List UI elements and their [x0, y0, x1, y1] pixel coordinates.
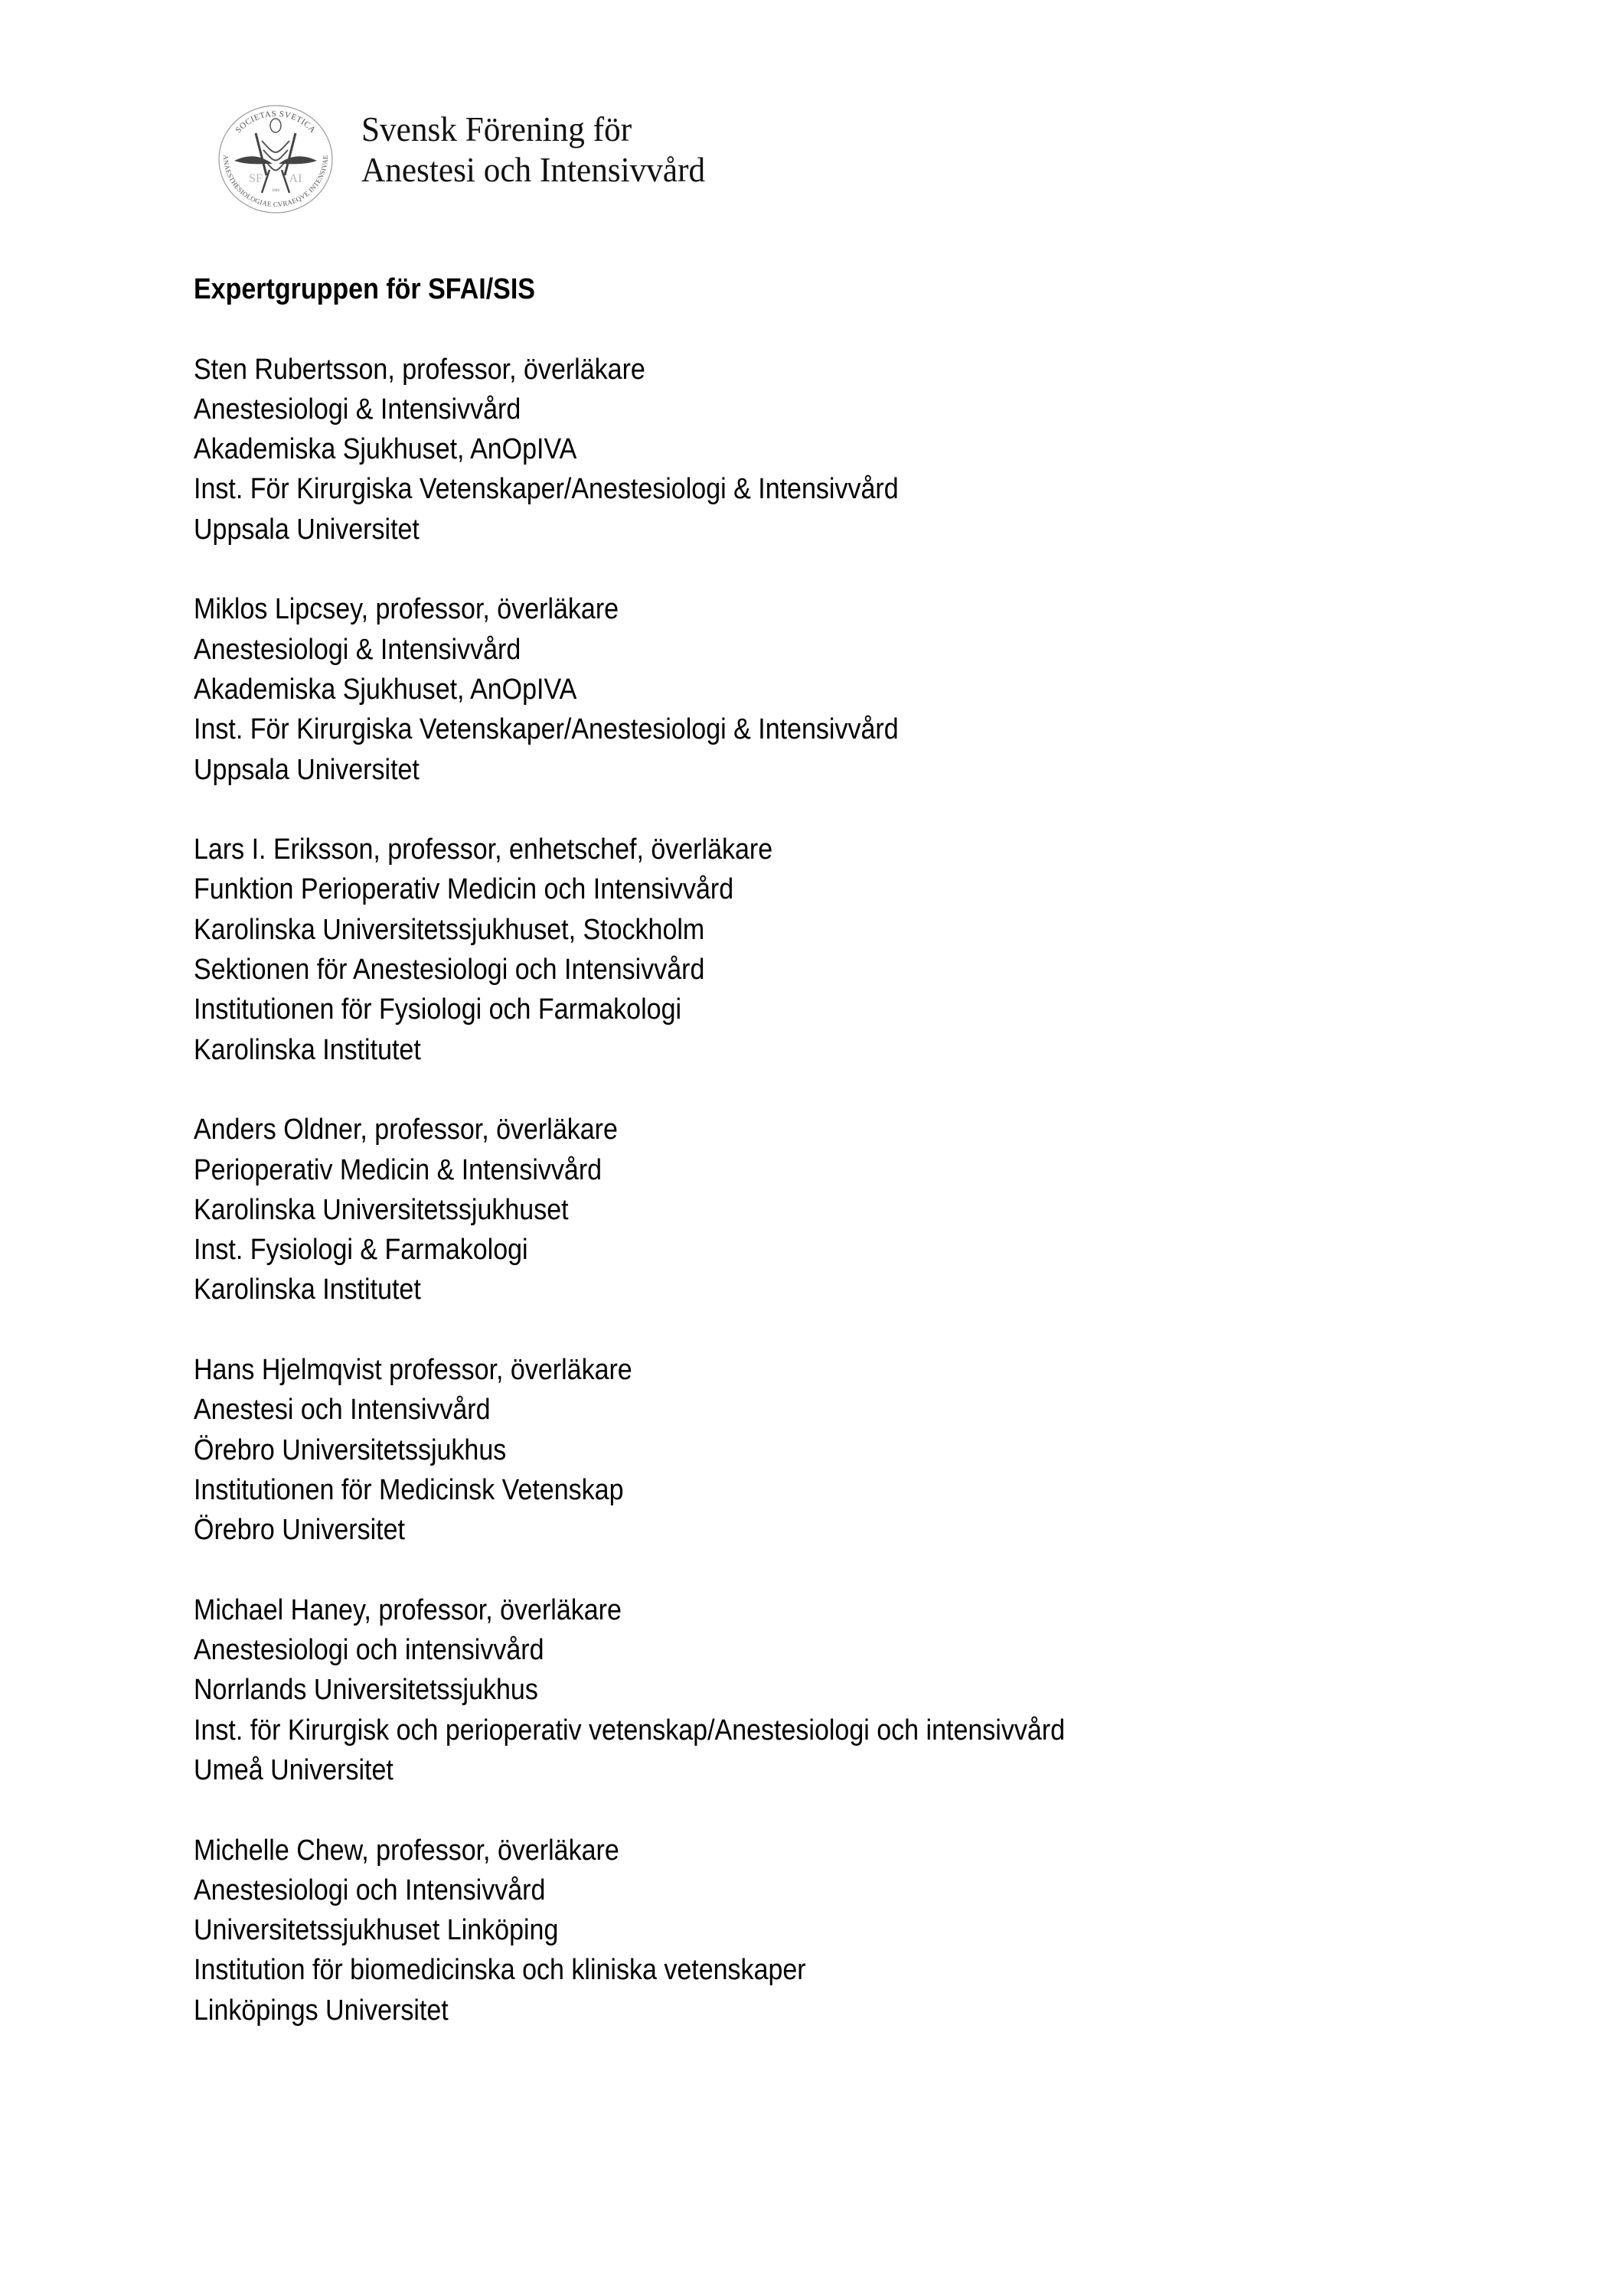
document-body [194, 269, 1495, 2030]
document-title: Expertgruppen för SFAI/SIS [194, 273, 535, 305]
member-hospital: Universitetssjukhuset Linköping [194, 1914, 559, 1947]
spacer [194, 1310, 1495, 1350]
member-block [194, 830, 1495, 1070]
letterhead [214, 98, 750, 220]
member-department: Anestesiologi och Intensivvård [194, 1874, 546, 1906]
seal-monogram-right: AI [289, 172, 302, 185]
member-name-title: Sten Rubertsson, professor, överläkare [194, 353, 645, 386]
member-institution: Inst. För Kirurgiska Vetenskaper/Anestesiologi & Intensivvård [194, 473, 899, 506]
member-hospital: Karolinska Universitetssjukhuset [194, 1193, 569, 1226]
member-block [194, 350, 1495, 550]
member-university: Umeå Universitet [194, 1753, 394, 1786]
member-section: Sektionen för Anestesiologi och Intensivvård [194, 954, 705, 987]
member-department: Funktion Perioperativ Medicin och Intensivvård [194, 873, 734, 906]
member-institution: Institutionen för Fysiologi och Farmakologi [194, 993, 682, 1026]
spacer [194, 550, 1495, 589]
member-name-title: Michelle Chew, professor, överläkare [194, 1834, 619, 1867]
member-university: Uppsala Universitet [194, 753, 420, 786]
member-department: Anestesi och Intensivvård [194, 1394, 491, 1427]
member-name-title: Michael Haney, professor, överläkare [194, 1593, 622, 1626]
sfai-seal-logo-icon [216, 103, 335, 216]
member-name-title: Anders Oldner, professor, överläkare [194, 1114, 618, 1146]
member-university: Karolinska Institutet [194, 1274, 421, 1306]
seal-monogram-left: SF [249, 172, 263, 185]
seal-bottom-text: ANAESTHESIOLOGIAE CVRAEQVE INTENSIVAE [221, 155, 330, 208]
member-university: Karolinska Institutet [194, 1033, 421, 1066]
member-name-title: Miklos Lipcsey, professor, överläkare [194, 593, 619, 626]
member-university: Linköpings Universitet [194, 1994, 449, 2027]
spacer [194, 309, 1495, 349]
member-institution: Inst. för Kirurgisk och perioperativ vetenskap/Anestesiologi och intensivvård [194, 1714, 1066, 1746]
organization-name [361, 109, 727, 190]
member-institution: Institutionen för Medicinsk Vetenskap [194, 1473, 624, 1506]
member-institution: Inst. Fysiologi & Farmakologi [194, 1234, 528, 1267]
spacer [194, 1070, 1495, 1110]
seal-year: 1946 [272, 189, 279, 193]
member-university: Uppsala Universitet [194, 513, 420, 546]
member-department: Anestesiologi & Intensivvård [194, 393, 521, 426]
spacer [194, 1790, 1495, 1830]
svg-text:ANAESTHESIOLOGIAE CVRAEQVE INT [222, 155, 329, 208]
member-hospital: Karolinska Universitetssjukhuset, Stockholm [194, 913, 705, 946]
member-block [194, 1590, 1495, 1790]
member-department: Anestesiologi & Intensivvård [194, 633, 521, 666]
member-hospital: Akademiska Sjukhuset, AnOpIVA [194, 433, 577, 466]
member-university: Örebro Universitet [194, 1514, 405, 1547]
spacer [194, 1551, 1495, 1590]
member-name-title: Hans Hjelmqvist professor, överläkare [194, 1354, 632, 1387]
member-name-title: Lars I. Eriksson, professor, enhetschef, överläkare [194, 833, 773, 866]
member-institution: Inst. För Kirurgiska Vetenskaper/Anestesiologi & Intensivvård [194, 713, 899, 746]
member-hospital: Örebro Universitetssjukhus [194, 1433, 507, 1466]
member-institution: Institution för biomedicinska och kliniska vetenskaper [194, 1954, 806, 1987]
member-hospital: Akademiska Sjukhuset, AnOpIVA [194, 673, 577, 706]
org-name-line-2: Anestesi och Intensivvård [361, 150, 706, 189]
member-block [194, 1350, 1495, 1550]
member-department: Perioperativ Medicin & Intensivvård [194, 1153, 603, 1186]
org-name-line-1: Svensk Förening för [361, 109, 632, 148]
member-department: Anestesiologi och intensivvård [194, 1634, 544, 1667]
spacer [194, 790, 1495, 830]
member-block [194, 1110, 1495, 1309]
member-hospital: Norrlands Universitetssjukhus [194, 1674, 538, 1707]
member-block [194, 589, 1495, 789]
member-block [194, 1831, 1495, 2030]
seal-top-text: SOCIETAS SVETICA [233, 109, 318, 135]
